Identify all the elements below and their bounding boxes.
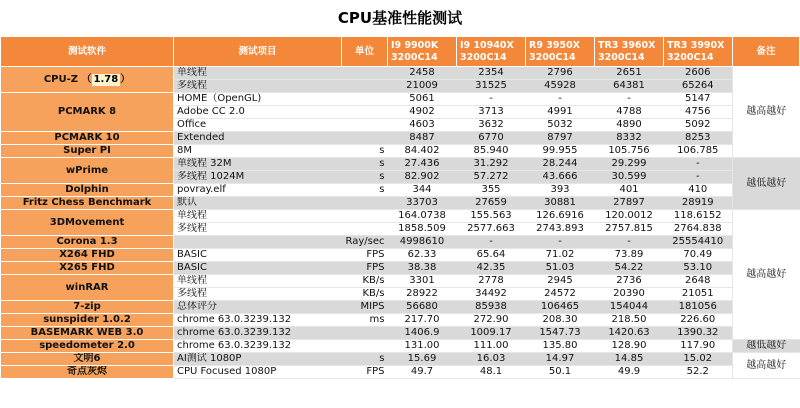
value-cell-cpu-2: - <box>457 93 526 106</box>
table-row <box>1 301 800 314</box>
test-item: 8M <box>174 145 342 158</box>
unit-cell: s <box>342 171 388 184</box>
unit-cell <box>342 80 388 93</box>
unit-cell <box>342 327 388 340</box>
value-cell-cpu-3: 8797 <box>526 132 595 145</box>
value-cell-cpu-4: 401 <box>595 184 664 197</box>
value-cell-cpu-1: 33703 <box>388 197 457 210</box>
value-cell-cpu-2: 31.292 <box>457 158 526 171</box>
value-cell-cpu-5: 5147 <box>664 93 733 106</box>
unit-cell <box>342 106 388 119</box>
value-cell-cpu-1: 15.69 <box>388 353 457 366</box>
value-cell-cpu-1: 5061 <box>388 93 457 106</box>
value-cell-cpu-2: 3632 <box>457 119 526 132</box>
software-name-text: Super PI <box>63 145 111 156</box>
unit-cell <box>342 197 388 210</box>
value-cell-cpu-5: 53.10 <box>664 262 733 275</box>
value-cell-cpu-5: 2648 <box>664 275 733 288</box>
test-item: 多线程 <box>174 223 342 236</box>
value-cell-cpu-1: 27.436 <box>388 158 457 171</box>
note-cell: 越高越好 <box>733 67 800 158</box>
table-body <box>1 67 800 379</box>
unit-cell <box>342 67 388 80</box>
software-name <box>1 275 174 301</box>
value-cell-cpu-5: 65264 <box>664 80 733 93</box>
test-item: chrome 63.0.3239.132 <box>174 340 342 353</box>
software-name <box>1 340 174 353</box>
unit-cell: s <box>342 353 388 366</box>
note-cell: 越低越好 <box>733 340 800 353</box>
value-cell-cpu-3: 5032 <box>526 119 595 132</box>
header-cpu-4: TR3 3960X 3200C14 <box>595 37 664 67</box>
benchmark-table <box>0 36 800 379</box>
value-cell-cpu-5: 21051 <box>664 288 733 301</box>
unit-cell: MIPS <box>342 301 388 314</box>
value-cell-cpu-1: 8487 <box>388 132 457 145</box>
software-name <box>1 236 174 249</box>
value-cell-cpu-1: 4603 <box>388 119 457 132</box>
table-row <box>1 67 800 80</box>
software-name <box>1 262 174 275</box>
value-cell-cpu-3: 99.955 <box>526 145 595 158</box>
unit-cell: s <box>342 184 388 197</box>
value-cell-cpu-4: 4788 <box>595 106 664 119</box>
value-cell-cpu-1: 28922 <box>388 288 457 301</box>
software-name-text: 3DMovement <box>49 216 125 228</box>
header-cpu-2: I9 10940X 3200C14 <box>457 37 526 67</box>
software-name <box>1 184 174 197</box>
software-name-text: PCMARK 8 <box>57 106 117 117</box>
value-cell-cpu-4: 29.299 <box>595 158 664 171</box>
value-cell-cpu-5: 410 <box>664 184 733 197</box>
value-cell-cpu-3: 4991 <box>526 106 595 119</box>
value-cell-cpu-2: 16.03 <box>457 353 526 366</box>
value-cell-cpu-3: 135.80 <box>526 340 595 353</box>
value-cell-cpu-5: 181056 <box>664 301 733 314</box>
header-note: 备注 <box>733 37 800 67</box>
value-cell-cpu-2: 85938 <box>457 301 526 314</box>
unit-cell: FPS <box>342 262 388 275</box>
value-cell-cpu-1: 4902 <box>388 106 457 119</box>
table-row <box>1 236 800 249</box>
unit-cell: FPS <box>342 366 388 379</box>
software-name <box>1 67 174 93</box>
value-cell-cpu-5: 25554410 <box>664 236 733 249</box>
test-item: 单线程 32M <box>174 158 342 171</box>
value-cell-cpu-4: 20390 <box>595 288 664 301</box>
software-name-text: winRAR <box>65 281 109 293</box>
version-paren-close: ） <box>120 73 131 85</box>
value-cell-cpu-2: 6770 <box>457 132 526 145</box>
value-cell-cpu-1: 49.7 <box>388 366 457 379</box>
value-cell-cpu-3: 50.1 <box>526 366 595 379</box>
value-cell-cpu-2: 155.563 <box>457 210 526 223</box>
value-cell-cpu-4: 218.50 <box>595 314 664 327</box>
value-cell-cpu-1: 1406.9 <box>388 327 457 340</box>
value-cell-cpu-3: 14.97 <box>526 353 595 366</box>
software-name <box>1 314 174 327</box>
value-cell-cpu-5: 117.90 <box>664 340 733 353</box>
unit-cell: Ray/sec <box>342 236 388 249</box>
value-cell-cpu-4: 73.89 <box>595 249 664 262</box>
test-item: chrome 63.0.3239.132 <box>174 314 342 327</box>
value-cell-cpu-5: 70.49 <box>664 249 733 262</box>
value-cell-cpu-1: 82.902 <box>388 171 457 184</box>
value-cell-cpu-2: 42.35 <box>457 262 526 275</box>
software-name-text: 奇点灰烬 <box>67 366 107 377</box>
value-cell-cpu-4: 8332 <box>595 132 664 145</box>
value-cell-cpu-3: 43.666 <box>526 171 595 184</box>
header-software: 测试软件 <box>1 37 174 67</box>
unit-cell <box>342 119 388 132</box>
value-cell-cpu-1: 2458 <box>388 67 457 80</box>
value-cell-cpu-1: 344 <box>388 184 457 197</box>
software-version-badge: 1.78 <box>93 73 119 85</box>
test-item: Adobe CC 2.0 <box>174 106 342 119</box>
value-cell-cpu-5: 8253 <box>664 132 733 145</box>
test-item: 多线程 <box>174 80 342 93</box>
value-cell-cpu-5: 5092 <box>664 119 733 132</box>
value-cell-cpu-4: 1420.63 <box>595 327 664 340</box>
value-cell-cpu-2: - <box>457 236 526 249</box>
value-cell-cpu-4: 2736 <box>595 275 664 288</box>
software-name <box>1 132 174 145</box>
software-name <box>1 301 174 314</box>
test-item: 多线程 1024M <box>174 171 342 184</box>
software-name-text: sunspider 1.0.2 <box>43 314 131 325</box>
test-item: 单线程 <box>174 210 342 223</box>
value-cell-cpu-3: 2743.893 <box>526 223 595 236</box>
test-item <box>174 236 342 249</box>
unit-cell: KB/s <box>342 275 388 288</box>
test-item: chrome 63.0.3239.132 <box>174 327 342 340</box>
value-cell-cpu-4: 120.0012 <box>595 210 664 223</box>
value-cell-cpu-4: 30.599 <box>595 171 664 184</box>
value-cell-cpu-4: 49.9 <box>595 366 664 379</box>
value-cell-cpu-2: 31525 <box>457 80 526 93</box>
unit-cell <box>342 340 388 353</box>
unit-cell: s <box>342 145 388 158</box>
table-row <box>1 184 800 197</box>
value-cell-cpu-2: 355 <box>457 184 526 197</box>
value-cell-cpu-1: 164.0738 <box>388 210 457 223</box>
unit-cell: s <box>342 158 388 171</box>
table-row <box>1 132 800 145</box>
value-cell-cpu-5: 2764.838 <box>664 223 733 236</box>
table-row <box>1 340 800 353</box>
unit-cell: KB/s <box>342 288 388 301</box>
value-cell-cpu-5: 4756 <box>664 106 733 119</box>
value-cell-cpu-1: 217.70 <box>388 314 457 327</box>
value-cell-cpu-4: 154044 <box>595 301 664 314</box>
value-cell-cpu-4: 54.22 <box>595 262 664 275</box>
test-item: 默认 <box>174 197 342 210</box>
software-name <box>1 327 174 340</box>
test-item: Office <box>174 119 342 132</box>
unit-cell: FPS <box>342 249 388 262</box>
value-cell-cpu-3: 393 <box>526 184 595 197</box>
value-cell-cpu-1: 4998610 <box>388 236 457 249</box>
value-cell-cpu-5: 15.02 <box>664 353 733 366</box>
value-cell-cpu-1: 3301 <box>388 275 457 288</box>
value-cell-cpu-3: 30881 <box>526 197 595 210</box>
software-name-text: 7-zip <box>73 301 101 312</box>
value-cell-cpu-5: 28919 <box>664 197 733 210</box>
value-cell-cpu-4: 4890 <box>595 119 664 132</box>
table-row <box>1 262 800 275</box>
value-cell-cpu-1: 131.00 <box>388 340 457 353</box>
software-name-text: Dolphin <box>65 184 109 195</box>
value-cell-cpu-3: - <box>526 93 595 106</box>
value-cell-cpu-3: 208.30 <box>526 314 595 327</box>
software-name-text: BASEMARK WEB 3.0 <box>30 327 144 338</box>
header-cpu-3: R9 3950X 3200C14 <box>526 37 595 67</box>
version-paren-open: （ <box>81 73 92 85</box>
test-item: Extended <box>174 132 342 145</box>
software-name-text: Corona 1.3 <box>56 236 118 247</box>
test-item: 单线程 <box>174 275 342 288</box>
unit-cell <box>342 210 388 223</box>
value-cell-cpu-1: 38.38 <box>388 262 457 275</box>
table-row <box>1 93 800 106</box>
value-cell-cpu-1: 1858.509 <box>388 223 457 236</box>
value-cell-cpu-3: 2796 <box>526 67 595 80</box>
value-cell-cpu-5: 52.2 <box>664 366 733 379</box>
unit-cell <box>342 223 388 236</box>
test-item: AI测试 1080P <box>174 353 342 366</box>
value-cell-cpu-2: 1009.17 <box>457 327 526 340</box>
table-row <box>1 314 800 327</box>
note-cell: 越低越好 <box>733 158 800 210</box>
value-cell-cpu-3: 71.02 <box>526 249 595 262</box>
value-cell-cpu-2: 3713 <box>457 106 526 119</box>
software-name <box>1 145 174 158</box>
value-cell-cpu-3: 24572 <box>526 288 595 301</box>
value-cell-cpu-3: 28.244 <box>526 158 595 171</box>
software-name-text: speedometer 2.0 <box>39 340 135 351</box>
value-cell-cpu-4: 2651 <box>595 67 664 80</box>
test-item: povray.elf <box>174 184 342 197</box>
value-cell-cpu-2: 27659 <box>457 197 526 210</box>
value-cell-cpu-2: 2354 <box>457 67 526 80</box>
table-row <box>1 210 800 223</box>
value-cell-cpu-5: - <box>664 171 733 184</box>
software-name <box>1 93 174 132</box>
value-cell-cpu-4: 128.90 <box>595 340 664 353</box>
note-cell: 越高越好 <box>733 210 800 340</box>
value-cell-cpu-2: 2577.663 <box>457 223 526 236</box>
value-cell-cpu-4: 2757.815 <box>595 223 664 236</box>
value-cell-cpu-2: 272.90 <box>457 314 526 327</box>
value-cell-cpu-2: 111.00 <box>457 340 526 353</box>
value-cell-cpu-5: - <box>664 158 733 171</box>
value-cell-cpu-1: 21009 <box>388 80 457 93</box>
header-cpu-5: TR3 3990X 3200C14 <box>664 37 733 67</box>
value-cell-cpu-2: 34492 <box>457 288 526 301</box>
header-item: 测试项目 <box>174 37 342 67</box>
value-cell-cpu-4: 105.756 <box>595 145 664 158</box>
test-item: BASIC <box>174 262 342 275</box>
header-cpu-1: I9 9900K 3200C14 <box>388 37 457 67</box>
software-name-text: Fritz Chess Benchmark <box>22 197 152 208</box>
note-cell: 越高越好 <box>733 353 800 379</box>
value-cell-cpu-3: 45928 <box>526 80 595 93</box>
test-item: BASIC <box>174 249 342 262</box>
table-row <box>1 158 800 171</box>
header-unit: 单位 <box>342 37 388 67</box>
table-row <box>1 249 800 262</box>
test-item: 单线程 <box>174 67 342 80</box>
value-cell-cpu-5: 1390.32 <box>664 327 733 340</box>
value-cell-cpu-2: 65.64 <box>457 249 526 262</box>
software-name <box>1 366 174 379</box>
value-cell-cpu-5: 2606 <box>664 67 733 80</box>
value-cell-cpu-2: 2778 <box>457 275 526 288</box>
value-cell-cpu-3: 51.03 <box>526 262 595 275</box>
software-name-text: 文明6 <box>73 353 101 364</box>
value-cell-cpu-4: 64381 <box>595 80 664 93</box>
unit-cell <box>342 132 388 145</box>
value-cell-cpu-2: 48.1 <box>457 366 526 379</box>
software-name <box>1 249 174 262</box>
software-name-text: wPrime <box>65 164 109 176</box>
test-item: HOME（OpenGL) <box>174 93 342 106</box>
software-name-text: PCMARK 10 <box>54 132 120 143</box>
value-cell-cpu-3: 106465 <box>526 301 595 314</box>
page-title: CPU基准性能测试 <box>337 9 463 27</box>
table-row <box>1 327 800 340</box>
software-name-text: X264 FHD <box>59 249 115 260</box>
value-cell-cpu-1: 56680 <box>388 301 457 314</box>
software-name <box>1 197 174 210</box>
software-name <box>1 353 174 366</box>
table-row <box>1 145 800 158</box>
value-cell-cpu-1: 62.33 <box>388 249 457 262</box>
software-name <box>1 210 174 236</box>
value-cell-cpu-2: 85.940 <box>457 145 526 158</box>
value-cell-cpu-5: 106.785 <box>664 145 733 158</box>
value-cell-cpu-4: - <box>595 93 664 106</box>
table-header-row <box>1 37 800 67</box>
value-cell-cpu-3: 126.6916 <box>526 210 595 223</box>
software-name <box>1 158 174 184</box>
value-cell-cpu-4: 27897 <box>595 197 664 210</box>
test-item: CPU Focused 1080P <box>174 366 342 379</box>
value-cell-cpu-5: 226.60 <box>664 314 733 327</box>
unit-cell <box>342 93 388 106</box>
table-row <box>1 353 800 366</box>
value-cell-cpu-1: 84.402 <box>388 145 457 158</box>
value-cell-cpu-4: - <box>595 236 664 249</box>
value-cell-cpu-3: 1547.73 <box>526 327 595 340</box>
software-name-text: X265 FHD <box>59 262 115 273</box>
value-cell-cpu-2: 57.272 <box>457 171 526 184</box>
table-row <box>1 197 800 210</box>
value-cell-cpu-4: 14.85 <box>595 353 664 366</box>
test-item: 多线程 <box>174 288 342 301</box>
value-cell-cpu-3: - <box>526 236 595 249</box>
table-row <box>1 366 800 379</box>
software-name-text: CPU-Z <box>43 73 79 85</box>
value-cell-cpu-3: 2945 <box>526 275 595 288</box>
unit-cell: ms <box>342 314 388 327</box>
table-row <box>1 275 800 288</box>
value-cell-cpu-5: 118.6152 <box>664 210 733 223</box>
test-item: 总体评分 <box>174 301 342 314</box>
